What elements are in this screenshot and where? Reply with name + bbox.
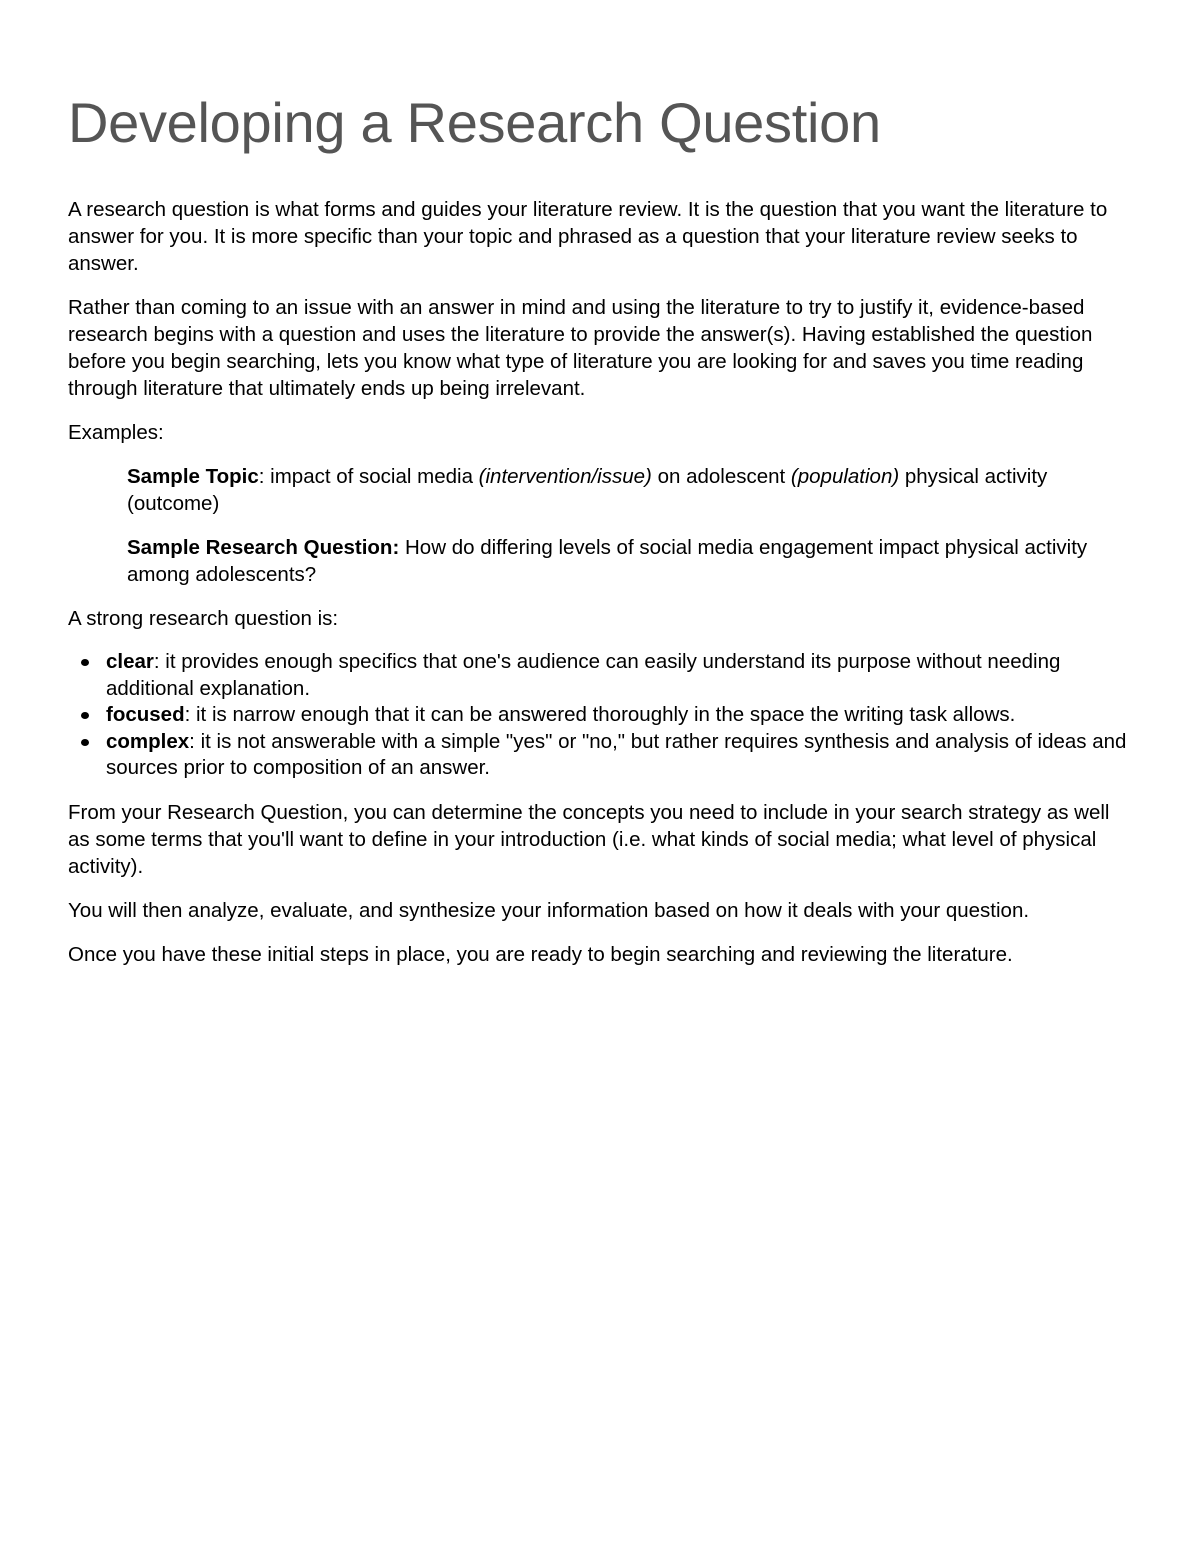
document-page — [68, 88, 1130, 985]
sample-question-label: Sample Research Question: — [127, 536, 400, 559]
list-item — [106, 729, 1130, 782]
intro-paragraph-1: A research question is what forms and guides your literature review. It is the question that you want the literature to answer for you. It is more specific than your topic and phrased as a question that your literature review seeks to answer. — [68, 198, 1108, 275]
examples-label: Examples: — [68, 421, 164, 444]
criteria-text: : it is not answerable with a simple "yes" or "no," but rather requires synthesis and analysis of ideas and sources prior to composition of an answer. — [106, 729, 1127, 779]
closing-paragraph-1: From your Research Question, you can determine the concepts you need to include in your search strategy as well as some terms that you'll want to define in your introduction (i.e. what kinds of social media; what level of physical activity). — [68, 800, 1110, 878]
criteria-list — [68, 649, 1130, 782]
sample-topic-label: Sample Topic — [127, 465, 259, 488]
criteria-term: clear — [106, 650, 154, 673]
sample-topic-text-1: : impact of social media — [258, 465, 479, 488]
sample-question-text: How do differing levels of social media engagement impact physical activity among adolescents? — [127, 536, 1088, 586]
sample-research-question — [127, 534, 1130, 588]
strong-question-label: A strong research question is: — [68, 607, 339, 630]
closing-paragraph-2: You will then analyze, evaluate, and synthesize your information based on how it deals with your question. — [68, 898, 1030, 922]
page-title: Developing a Research Question — [68, 91, 881, 154]
closing-paragraph-3: Once you have these initial steps in place, you are ready to begin searching and reviewing the literature. — [68, 942, 1013, 966]
sample-topic — [127, 463, 1130, 517]
criteria-text: : it is narrow enough that it can be answered thoroughly in the space the writing task allows. — [184, 703, 1016, 726]
sample-topic-intervention: (intervention/issue) — [478, 465, 652, 488]
bullet-icon — [81, 712, 89, 719]
intro-paragraph-2: Rather than coming to an issue with an answer in mind and using the literature to try to justify it, evidence-based research begins with a question and uses the literature to provide the answer(s). Having established the question before you begin searching, lets you know what type of literature you are looking for and saves you time reading through literature that ultimately ends up being irrelevant. — [68, 296, 1093, 400]
bullet-icon — [81, 739, 89, 746]
list-item — [106, 702, 1130, 729]
criteria-term: complex — [106, 729, 190, 753]
sample-topic-text-2: on adolescent — [651, 465, 791, 488]
bullet-icon — [81, 659, 89, 666]
list-item — [106, 649, 1130, 702]
criteria-text: : it provides enough specifics that one's audience can easily understand its purpose without needing additional explanation. — [106, 650, 1061, 700]
criteria-term: focused — [106, 703, 185, 726]
sample-topic-population: (population) — [790, 465, 900, 488]
sample-topic-text-3: physical activity (outcome) — [127, 465, 1048, 515]
